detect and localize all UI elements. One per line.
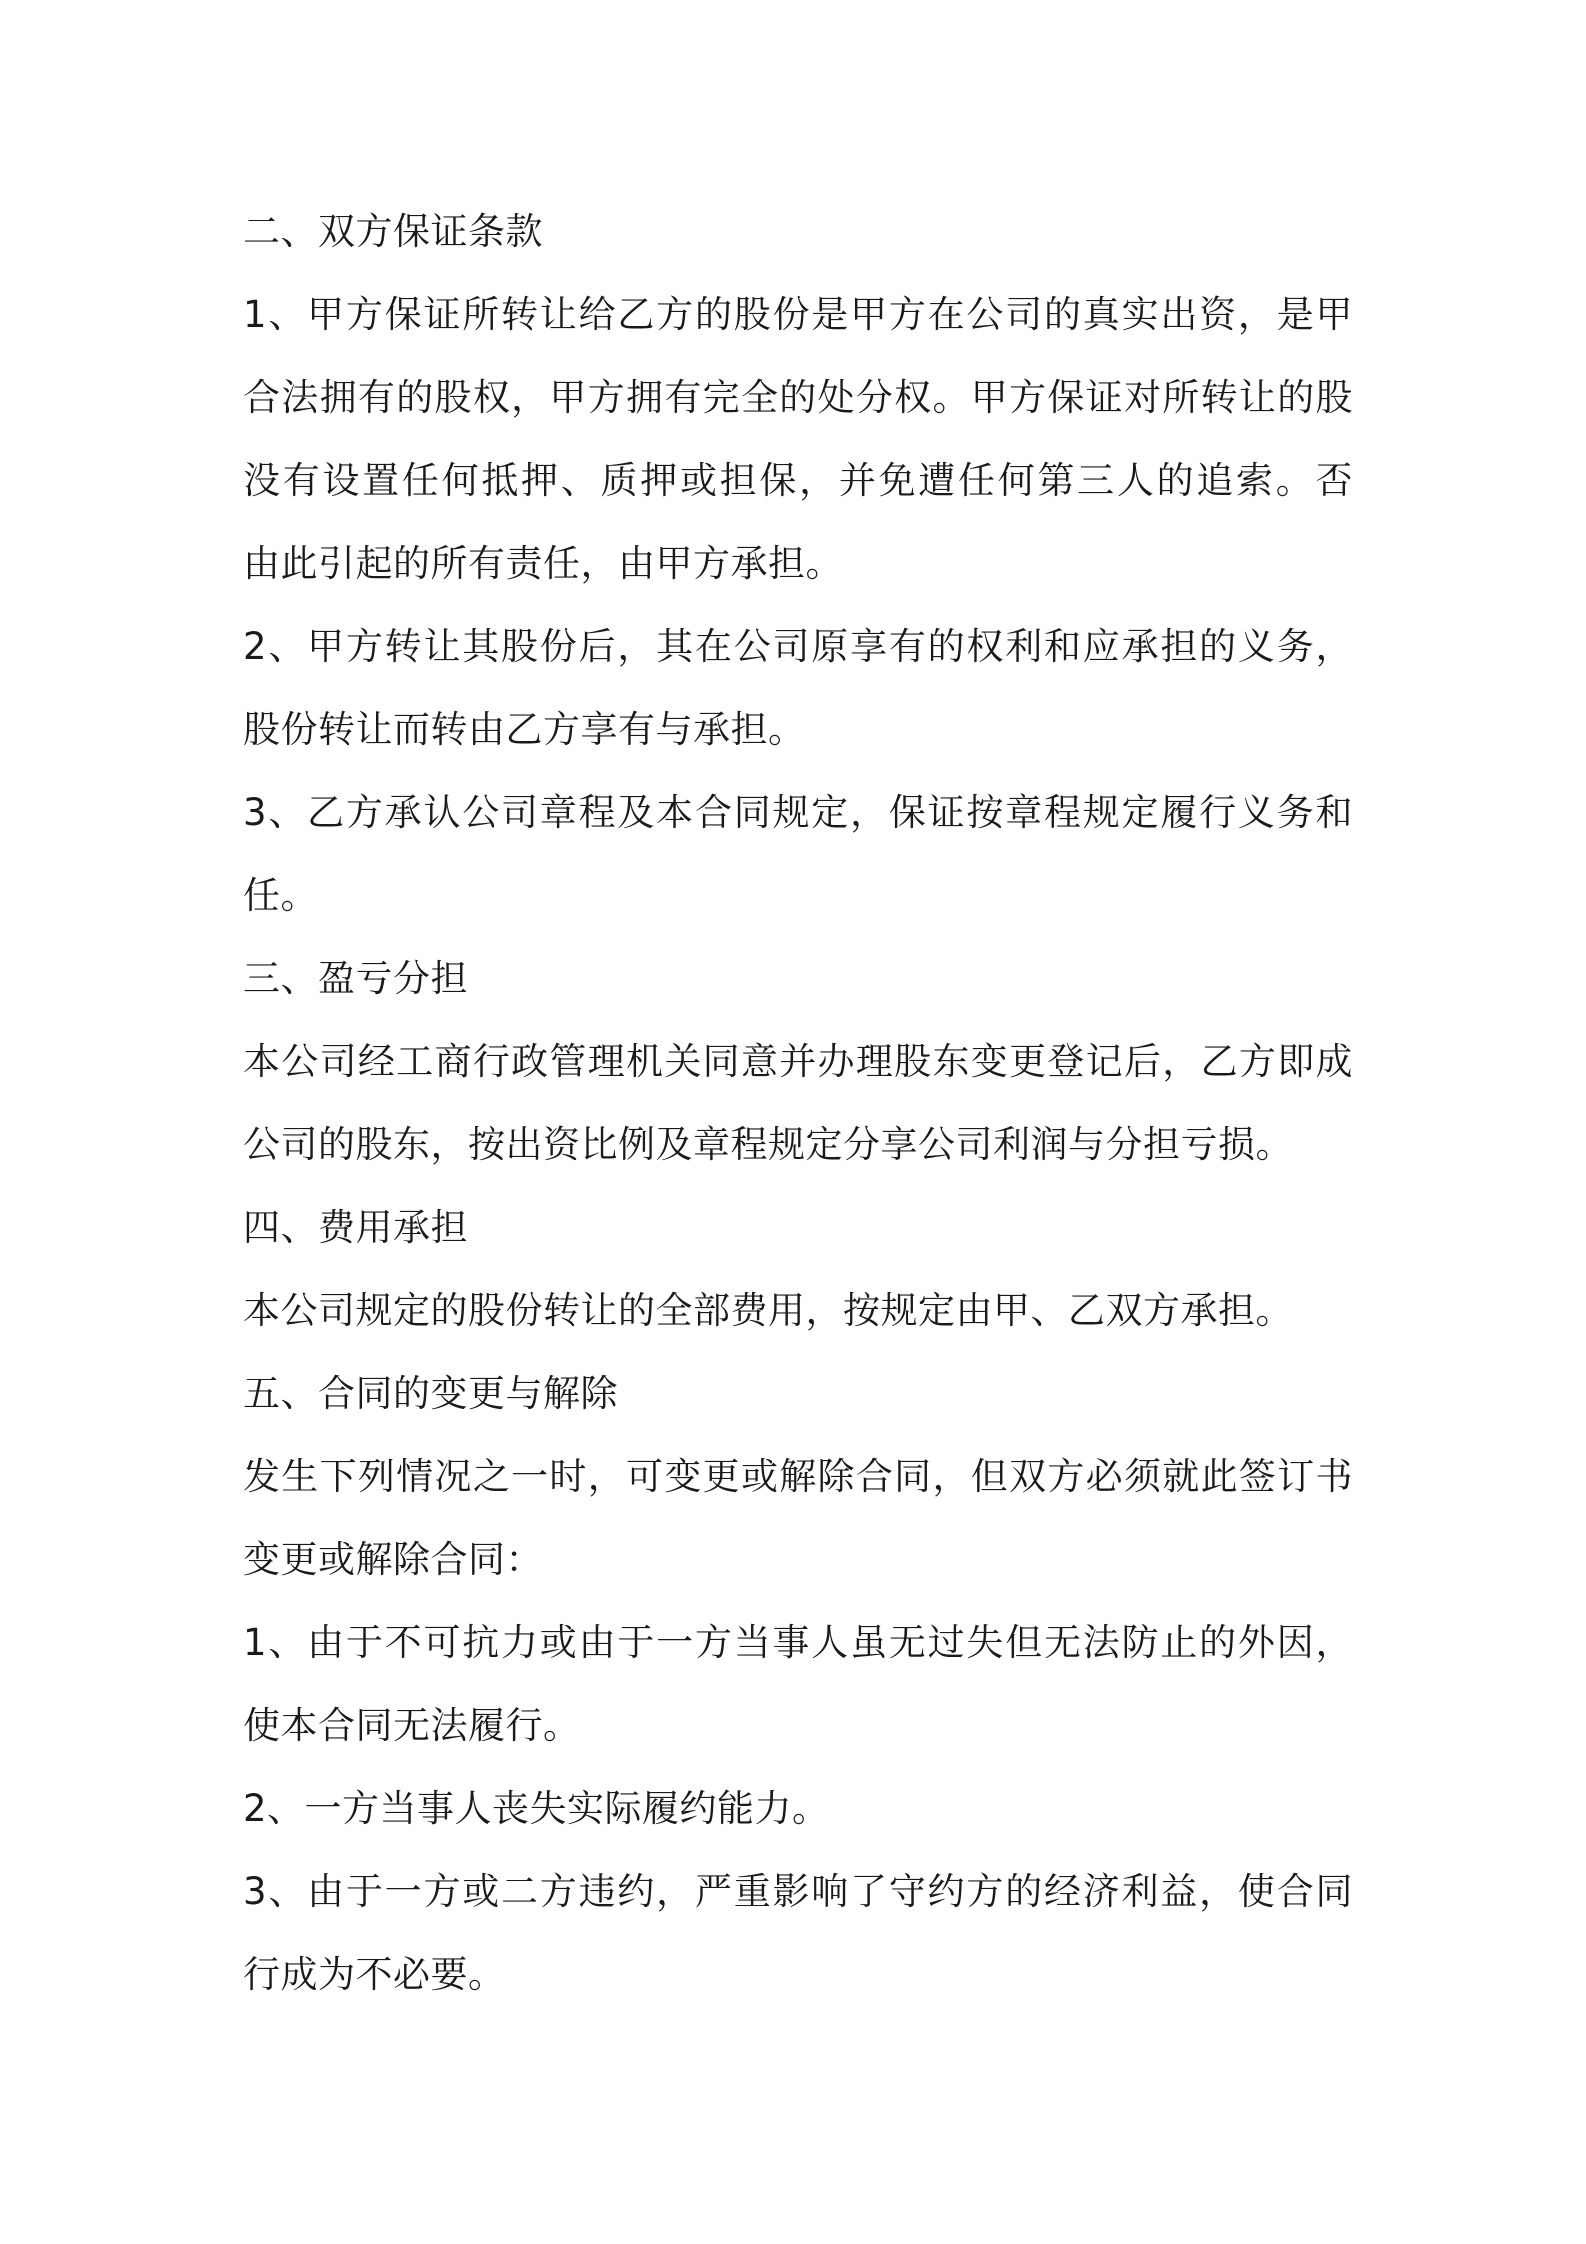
paragraph-line: 股份转让而转由乙方享有与承担。 [243,708,806,751]
paragraph-line: 公司的股东，按出资比例及章程规定分享公司利润与分担亏损。 [243,1123,1293,1166]
paragraph-line: 2、一方当事人丧失实际履约能力。 [243,1787,830,1830]
paragraph-line: 发生下列情况之一时，可变更或解除合同，但双方必须就此签订书 [243,1455,1353,1498]
document-body [243,190,1353,2016]
paragraph-line: 使本合同无法履行。 [243,1704,581,1747]
paragraph-line: 行成为不必要。 [243,1953,506,1996]
paragraph-line: 2、甲方转让其股份后，其在公司原享有的权利和应承担的义务， [243,625,1353,668]
paragraph-line: 3、由于一方或二方违约，严重影响了守约方的经济利益，使合同 [243,1870,1353,1913]
section-heading-4: 四、费用承担 [243,1206,468,1249]
paragraph-line: 合法拥有的股权，甲方拥有完全的处分权。甲方保证对所转让的股 [243,376,1353,419]
paragraph-line: 任。 [243,874,318,917]
paragraph-line: 变更或解除合同： [243,1538,543,1581]
paragraph-line: 本公司规定的股份转让的全部费用，按规定由甲、乙双方承担。 [243,1289,1293,1332]
paragraph-line: 本公司经工商行政管理机关同意并办理股东变更登记后，乙方即成 [243,1040,1353,1083]
section-heading-3: 三、盈亏分担 [243,957,468,1000]
paragraph-line: 没有设置任何抵押、质押或担保，并免遭任何第三人的追索。否 [243,459,1353,502]
section-heading-2: 二、双方保证条款 [243,210,543,253]
section-heading-5: 五、合同的变更与解除 [243,1372,618,1415]
paragraph-line: 3、乙方承认公司章程及本合同规定，保证按章程规定履行义务和 [243,791,1353,834]
paragraph-line: 由此引起的所有责任，由甲方承担。 [243,542,843,585]
paragraph-line: 1、由于不可抗力或由于一方当事人虽无过失但无法防止的外因， [243,1621,1353,1664]
paragraph-line: 1、甲方保证所转让给乙方的股份是甲方在公司的真实出资，是甲 [243,293,1353,336]
